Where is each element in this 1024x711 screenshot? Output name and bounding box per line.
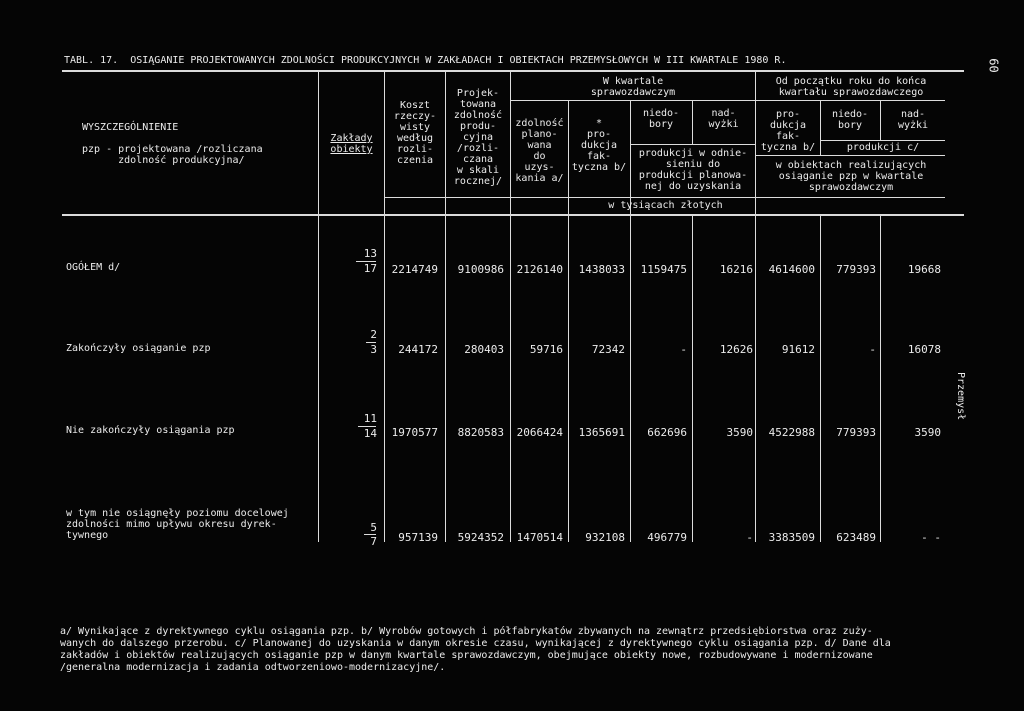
row-shortage: 1159475 [640,263,687,276]
header-sub-rok1: produkcji c/ [846,142,920,153]
row-shortage: 496779 [647,531,687,544]
row-objects: 17 [363,262,377,275]
row-shortage: - [680,343,687,356]
header-group-rok: Od początku roku do końca kwartału sprawozdawczego [775,76,927,98]
row-actual: 72342 [591,343,625,356]
col-sep-3 [445,72,446,542]
row-planned: 59716 [529,343,563,356]
row-ytd-actual: 4522988 [768,426,815,439]
row-capacity: 8820583 [457,426,504,439]
row-cost: 2214749 [391,263,438,276]
row-objects: 7 [370,535,377,548]
row-ytd-surplus: 16078 [907,343,941,356]
row-ytd-actual: 91612 [781,343,815,356]
row-shortage: 662696 [647,426,687,439]
row-cost: 244172 [398,343,438,356]
row-objects: 3 [370,343,377,356]
row-label: Nie zakończyły osiągania pzp [66,425,235,436]
row-surplus: 12626 [719,343,753,356]
rule-q-group [510,100,755,101]
table-title: TABL. 17. OSIĄGANIE PROJEKTOWANYCH ZDOLNOŚCI PRODUKCYJNYCH W ZAKŁADACH I OBIEKTACH PRZEMYSŁOWYCH W III KWARTALE 1980 R. [64,55,787,66]
row-label: OGÓŁEM d/ [66,262,121,273]
header-nadwyzki: nad- wyżki [708,108,739,130]
row-ytd-surplus: 3590 [914,426,941,439]
row-surplus: - [746,531,753,544]
row-label: Zakończyły osiąganie pzp [66,343,211,354]
header-niedobory-rok: niedo- bory [831,109,869,131]
header-sub-kwartal: produkcji w odnie- sieniu do produkcji planowa- nej do uzyskania [638,148,748,192]
row-ytd-surplus: 19668 [907,263,941,276]
row-capacity: 5924352 [457,531,504,544]
rule-y-sub [820,140,945,141]
row-ytd-shortage: 623489 [836,531,876,544]
row-actual: 932108 [585,531,625,544]
row-label: w tym nie osiągnęły poziomu docelowej zdolności mimo upływu okresu dyrek- tywnego [66,508,289,541]
row-cost: 1970577 [391,426,438,439]
row-capacity: 9100986 [457,263,504,276]
header-produkcja: * pro- dukcja fak- tyczna b/ [571,118,627,173]
header-nadwyzki-rok: nad- wyżki [897,109,929,131]
header-niedobory: niedo- bory [642,108,680,130]
row-ytd-actual: 3383509 [768,531,815,544]
rule-y-sub2 [755,155,945,156]
row-ytd-surplus: - - [921,531,941,544]
header-zdolnosc-planowana: zdolność plano- wana do uzys- kania a/ [515,118,564,184]
header-projektowana: Projek- towana zdolność produ- cyjna /rozli- czana w skali rocznej/ [453,88,503,187]
row-ytd-shortage: 779393 [836,426,876,439]
row-objects: 14 [363,427,377,440]
row-plants: 5 [370,521,377,534]
header-wyszczegolnienie: WYSZCZEGÓLNIENIE pzp - projektowana /rozliczana zdolność produkcyjna/ [82,122,263,166]
header-koszt: Koszt rzeczy- wisty według rozli- czenia [393,100,437,166]
row-planned: 2066424 [516,426,563,439]
row-plants: 11 [363,412,377,425]
row-cost: 957139 [398,531,438,544]
row-planned: 2126140 [516,263,563,276]
page-number: 60 [986,58,1001,73]
rule-units [384,197,945,198]
row-surplus: 3590 [726,426,753,439]
header-zaklady-obiekty: Zakłady obiekty [330,133,373,155]
row-plants: 13 [363,247,377,260]
table-top-rule [62,70,964,72]
row-actual: 1438033 [578,263,625,276]
header-produkcja-rok: pro- dukcja fak- tyczna b/ [760,109,816,153]
row-planned: 1470514 [516,531,563,544]
row-plants: 2 [370,328,377,341]
header-sub-rok2: w obiektach realizujących osiąganie pzp w kwartale sprawozdawczym [775,160,927,193]
row-surplus: 16216 [719,263,753,276]
header-group-kwartal: W kwartale sprawozdawczym [590,76,676,98]
row-ytd-shortage: - [869,343,876,356]
header-units: w tysiącach złotych [608,200,723,211]
rule-y-group [755,100,945,101]
footnotes: a/ Wynikające z dyrektywnego cyklu osiągania pzp. b/ Wyrobów gotowych i półfabrykatów zbywanych na zewnątrz przedsiębiorstwa oraz zuży- wanych do dalszego przerobu. c/ Planowanej do uzyskania w danym okresie czasu, wynikającej z dyrektywnego cyklu osiągania pzp. d/ Dane dla zakładów i obiektów realizujących osiąganie pzp w danym kwartale sprawozdawczym, obejmujące obiekty nowe, rozbudowywane i modernizowane /generalna modernizacja i zadania odtworzeniowo-modernizacyjne/. [60,626,891,673]
col-sep-2 [384,72,385,542]
row-ytd-shortage: 779393 [836,263,876,276]
col-sep-1 [318,72,319,542]
row-actual: 1365691 [578,426,625,439]
row-ytd-actual: 4614600 [768,263,815,276]
table-header-bottom-rule [62,214,964,216]
side-label: Przemysł [955,372,966,421]
col-sep-8 [755,72,756,542]
row-capacity: 280403 [464,343,504,356]
